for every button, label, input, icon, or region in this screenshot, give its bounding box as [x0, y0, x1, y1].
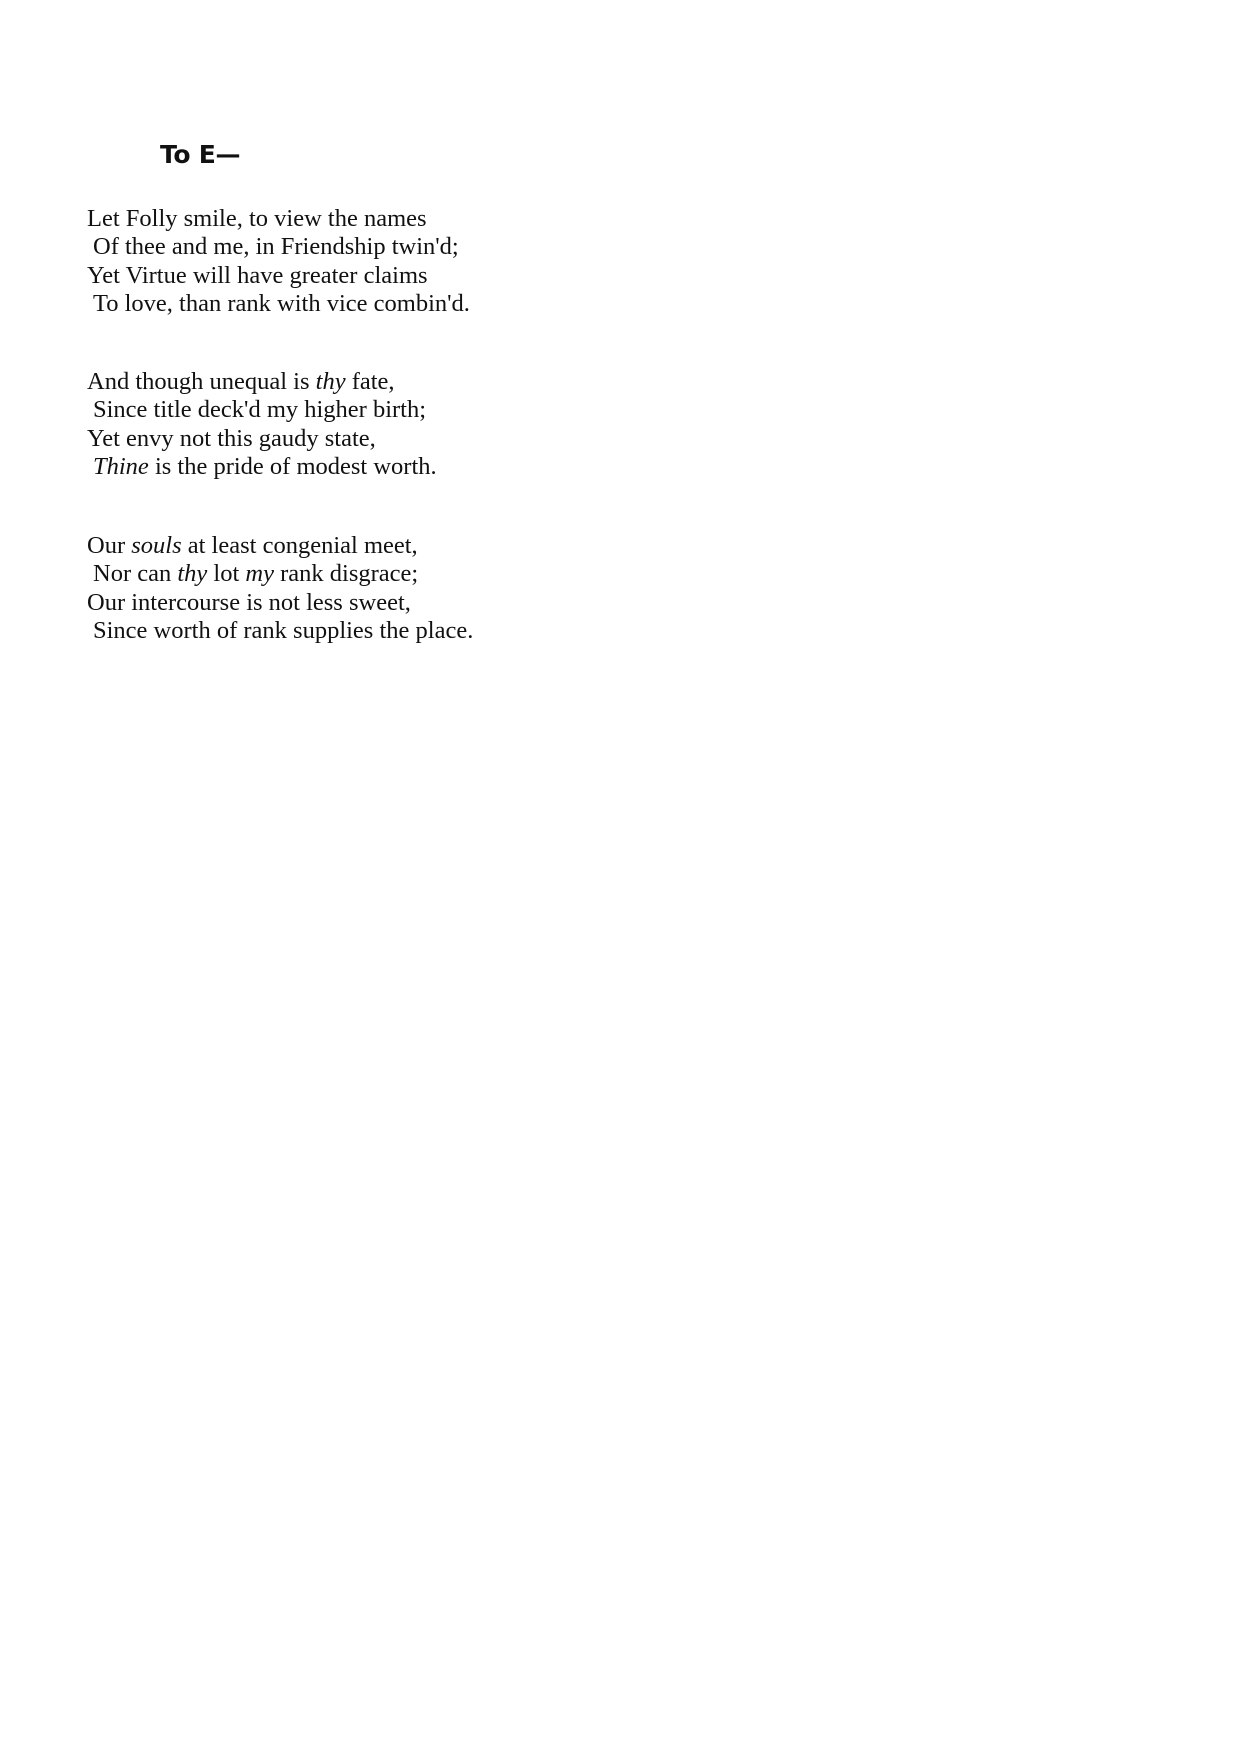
stanza-1: [87, 205, 470, 318]
poem-line: Yet envy not this gaudy state,: [87, 424, 376, 452]
poem-line: Thine is the pride of modest worth.: [93, 452, 437, 480]
poem-line: Let Folly smile, to view the names: [87, 205, 427, 232]
poem-line: Yet Virtue will have greater claims: [87, 261, 428, 289]
poem-line: To love, than rank with vice combin'd.: [93, 289, 470, 317]
italic-word: souls: [131, 532, 182, 559]
poem-line: Nor can thy lot my rank disgrace;: [93, 560, 419, 588]
poem-line: Our intercourse is not less sweet,: [87, 588, 411, 616]
stanza-3: [87, 532, 473, 645]
italic-word: Thine: [93, 452, 149, 480]
stanza-2: [87, 368, 437, 481]
poem-line: Our souls at least congenial meet,: [87, 532, 418, 559]
poem-line: And though unequal is thy fate,: [87, 368, 395, 395]
poem-title: To E—: [160, 140, 241, 169]
poem-line: Of thee and me, in Friendship twin'd;: [93, 233, 459, 261]
italic-word: thy: [177, 560, 208, 588]
poem-line: Since title deck'd my higher birth;: [93, 396, 427, 424]
italic-word: my: [245, 560, 274, 588]
poem-line: Since worth of rank supplies the place.: [93, 616, 474, 644]
italic-word: thy: [315, 368, 346, 395]
